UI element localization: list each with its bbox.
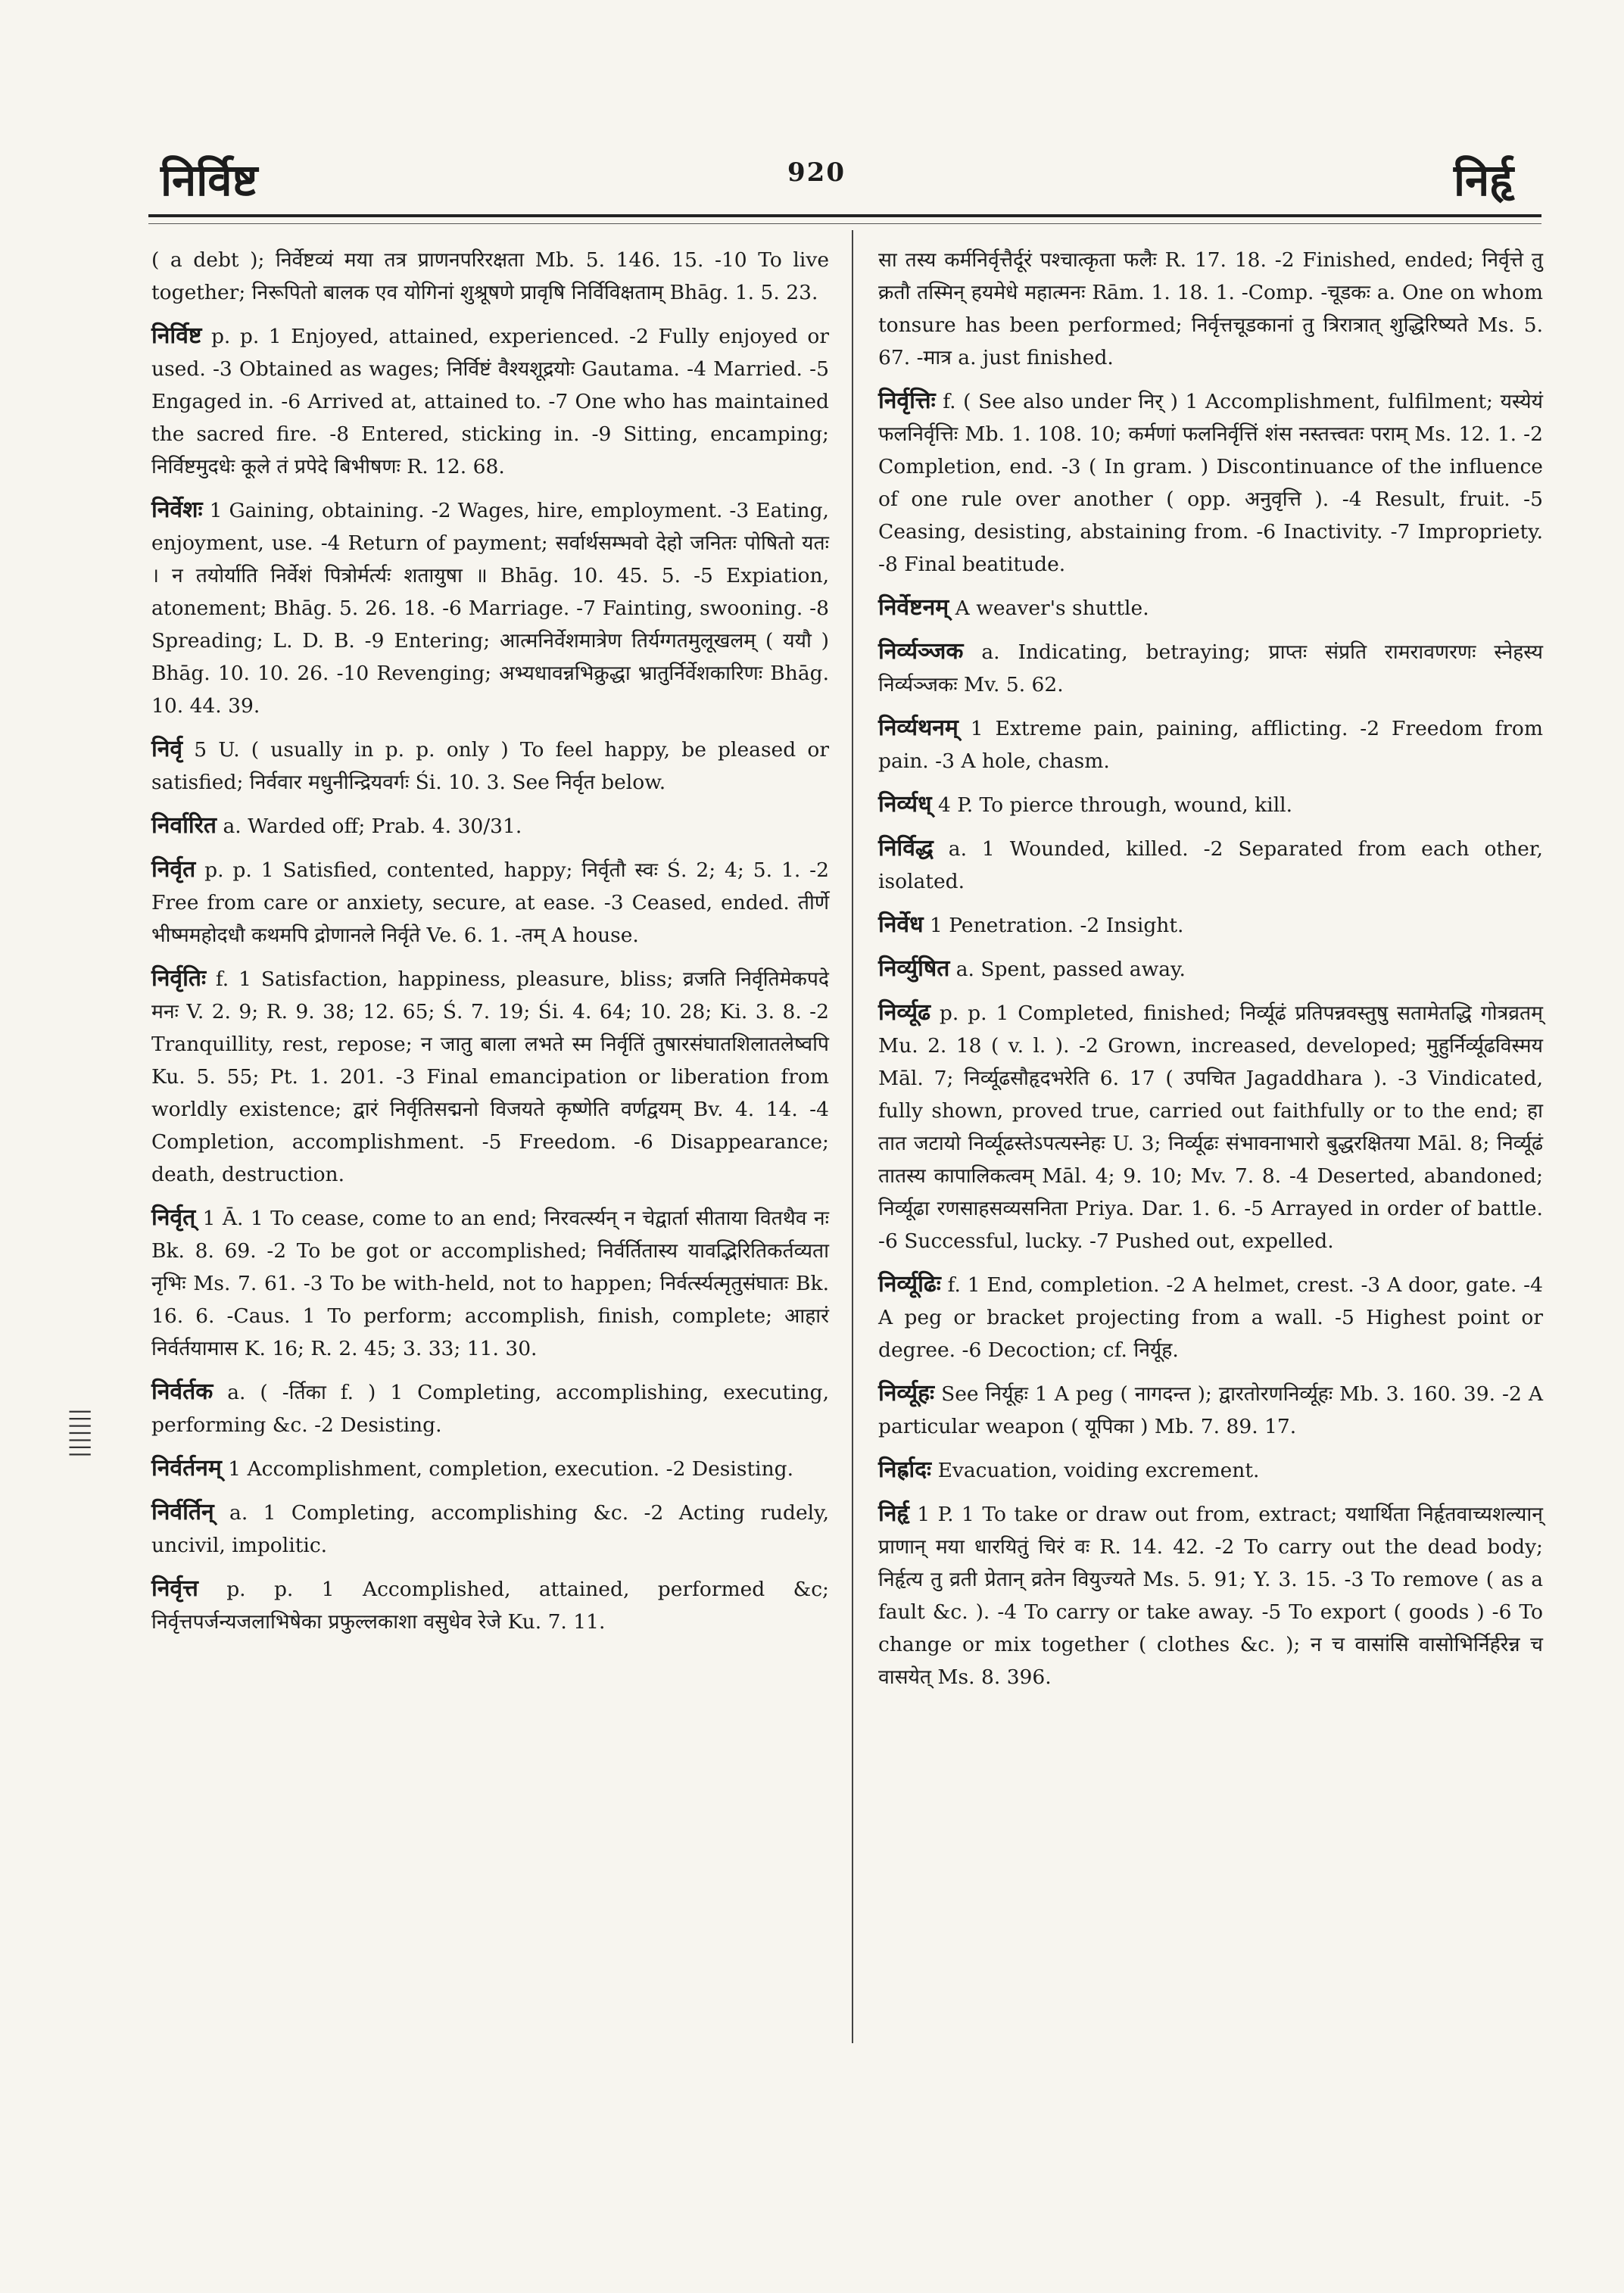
- entry-definition: 1 Gaining, obtaining. -2 Wages, hire, employment. -3 Eating, enjoyment, use. -4 Return of payment; सर्वार्थसम्भवो देहो जनितः पोषितो यतः । न तयोर्याति निर्वेशं पित्रोर्मर्त्यः शतायुषा ॥ Bhāg. 10. 45. 5. -5 Expiation, atonement; Bhāg. 5. 26. 18. -6 Marriage. -7 Fainting, swooning. -8 Spreading; L. D. B. -9 Entering; आत्मनिर्वेशमात्रेण तिर्यग्गतमुलूखलम् ( ययौ ) Bhāg. 10. 10. 26. -10 Revenging; अभ्यधावन्नभिक्रुद्धा भ्रातुर्निर्वेशकारिणः Bhāg. 10. 44. 39.: [151, 499, 829, 718]
- entry-headword: निर्वृतिः: [151, 965, 207, 992]
- dictionary-entry: [151, 733, 829, 799]
- dictionary-entry: [878, 952, 1543, 986]
- dictionary-entry: [151, 244, 829, 309]
- entry-headword: निर्वेशः: [151, 497, 203, 523]
- entry-definition: a. 1 Completing, accomplishing &c. -2 Acting rudely, uncivil, impolitic.: [151, 1501, 829, 1557]
- right-column: [878, 244, 1543, 1704]
- dictionary-entry: [878, 712, 1543, 777]
- entry-definition: 1 Penetration. -2 Insight.: [930, 914, 1184, 937]
- dictionary-entry: [878, 591, 1543, 625]
- entry-headword: निर्वर्तक: [151, 1379, 214, 1405]
- entry-headword: निर्वर्तनम्: [151, 1455, 222, 1481]
- entry-headword: निर्व्यध्: [878, 791, 932, 818]
- entry-headword: निर्व्यूढ: [878, 999, 930, 1026]
- entry-definition: f. ( See also under निर् ) 1 Accomplishment, fulfilment; यस्येयं फलनिर्वृत्तिः Mb. 1. 108. 10; कर्मणां फलनिर्वृत्तिं शंस नस्तत्त्वतः पराम् Ms. 12. 1. -2 Completion, end. -3 ( In gram. ) Discontinuance of the influence of one rule over another ( opp. अनुवृत्ति ). -4 Result, fruit. -5 Ceasing, desisting, abstaining from. -6 Inactivity. -7 Impropriety. -8 Final beatitude.: [878, 390, 1543, 576]
- dictionary-entry: [151, 1452, 829, 1485]
- entry-headword: निर्वृत्तिः: [878, 388, 936, 414]
- dictionary-entry: [151, 853, 829, 952]
- entry-definition: a. Spent, passed away.: [955, 958, 1186, 981]
- right-running-headword: निर्हृ: [1454, 154, 1514, 206]
- dictionary-entry: [151, 1496, 829, 1562]
- entry-definition: A weaver's shuttle.: [955, 597, 1149, 620]
- dictionary-entry: [878, 908, 1543, 942]
- entry-definition: p. p. 1 Completed, finished; निर्व्यूढं प्रतिपन्नवस्तुषु सतामेतद्धि गोत्रव्रतम् Mu. 2. 18 ( v. l. ). -2 Grown, increased, developed; मुहुर्निर्व्यूढविस्मय Māl. 7; निर्व्यूढसौहृदभरेति 6. 17 ( उपचित Jagaddhara ). -3 Vindicated, fully shown, proved true, carried out faithfully or to the end; हा तात जटायो निर्व्यूढस्तेऽपत्यस्नेहः U. 3; निर्व्यूढः संभावनाभारो बुद्धरक्षितया Māl. 8; निर्व्यूढं तातस्य कापालिकत्वम् Māl. 4; 9. 10; Mv. 7. 8. -4 Deserted, abandoned; निर्व्यूढा रणसाहसव्यसनिता Priya. Dar. 1. 6. -5 Arrayed in order of battle. -6 Successful, lucky. -7 Pushed out, expelled.: [878, 1002, 1543, 1253]
- entry-headword: निर्वृत्: [151, 1204, 196, 1231]
- page-header: [0, 0, 1624, 227]
- entry-headword: निर्वारित: [151, 812, 217, 839]
- dictionary-entry: [151, 319, 829, 483]
- entry-headword: निर्वृत: [151, 856, 196, 883]
- header-rule-thick: [148, 214, 1541, 217]
- dictionary-entry: [878, 244, 1543, 374]
- entry-definition: a. Warded off; Prab. 4. 30/31.: [223, 815, 522, 838]
- entry-definition: 4 P. To pierce through, wound, kill.: [937, 793, 1293, 817]
- entry-headword: निर्व्युषित: [878, 955, 950, 982]
- dictionary-entry: [878, 1377, 1543, 1443]
- entry-definition: Evacuation, voiding excrement.: [937, 1459, 1260, 1482]
- dictionary-entry: [151, 494, 829, 722]
- dictionary-entry: [151, 1375, 829, 1441]
- entry-definition: a. ( -र्तिका f. ) 1 Completing, accomplishing, executing, performing &c. -2 Desisting.: [151, 1381, 829, 1437]
- header-rule-thin: [148, 223, 1541, 224]
- entry-headword: निर्हृ: [878, 1500, 909, 1527]
- entry-headword: निर्वृ: [151, 736, 183, 762]
- entry-definition: ( a debt ); निर्वेष्टव्यं मया तत्र प्राणनपरिरक्षता Mb. 5. 146. 15. -10 To live together; निरूपितो बालक एव योगिनां शुश्रूषणे प्रावृषि निर्विविक्षताम् Bhāg. 1. 5. 23.: [151, 248, 829, 304]
- margin-tally-marks: |||||||: [69, 1408, 94, 1459]
- entry-headword: निर्व्यूढिः: [878, 1271, 941, 1298]
- entry-definition: a. Indicating, betraying; प्राप्तः संप्रति रामरावणरणः स्नेहस्य निर्व्यञ्जकः Mv. 5. 62.: [878, 640, 1543, 696]
- entry-definition: p. p. 1 Enjoyed, attained, experienced. -2 Fully enjoyed or used. -3 Obtained as wages; निर्विष्टं वैश्यशूद्रयोः Gautama. -4 Married. -5 Engaged in. -6 Arrived at, attained to. -7 One who has maintained the sacred fire. -8 Entered, sticking in. -9 Sitting, encamping; निर्विष्टमुदधेः कूले तं प्रपेदे बिभीषणः R. 12. 68.: [151, 325, 829, 478]
- entry-definition: 1 Ā. 1 To cease, come to an end; निरवर्त्स्यन् न चेद्वार्ता सीताया वितथैव नः Bk. 8. 69. -2 To be got or accomplished; निर्वर्तितास्य यावद्भिरितिकर्तव्यता नृभिः Ms. 7. 61. -3 To be with-held, not to happen; निर्वर्त्स्यत्मृतुसंघातः Bk. 16. 6. -Caus. 1 To perform; accomplish, finish, complete; आहारं निर्वर्तयामास K. 16; R. 2. 45; 3. 33; 11. 30.: [151, 1207, 829, 1360]
- entry-headword: निर्व्यूहः: [878, 1380, 935, 1407]
- entry-definition: f. 1 End, completion. -2 A helmet, crest. -3 A door, gate. -4 A peg or bracket projecting from a wall. -5 Highest point or degree. -6 Decoction; cf. निर्यूह.: [878, 1273, 1543, 1362]
- entry-headword: निर्व्यञ्जक: [878, 638, 964, 665]
- entry-headword: निर्वेष्टनम्: [878, 594, 949, 621]
- left-column: [151, 244, 829, 1649]
- dictionary-entry: [878, 832, 1543, 898]
- dictionary-entry: [878, 1497, 1543, 1693]
- dictionary-entry: [878, 788, 1543, 821]
- dictionary-entry: [151, 962, 829, 1191]
- entry-definition: 1 Accomplishment, completion, execution. -2 Desisting.: [228, 1457, 794, 1481]
- entry-headword: निर्विद्ध: [878, 835, 934, 861]
- dictionary-entry: [878, 1268, 1543, 1366]
- entry-headword: निर्व्यथनम्: [878, 715, 959, 741]
- left-running-headword: निर्विष्ट: [161, 154, 258, 206]
- entry-definition: a. 1 Wounded, killed. -2 Separated from each other, isolated.: [878, 837, 1543, 893]
- dictionary-entry: [878, 385, 1543, 581]
- entry-definition: 1 Extreme pain, paining, afflicting. -2 Freedom from pain. -3 A hole, chasm.: [878, 717, 1543, 773]
- entry-definition: See निर्यूहः 1 A peg ( नागदन्त ); द्वारतोरणनिर्व्यूहः Mb. 3. 160. 39. -2 A particular weapon ( यूपिका ) Mb. 7. 89. 17.: [878, 1382, 1543, 1438]
- entry-definition: 1 P. 1 To take or draw out from, extract; यथार्थिता निर्हृतवाच्यशल्यान् प्राणान् मया धारयितुं चिरं वः R. 14. 42. -2 To carry out the dead body; निर्हृत्य तु व्रती प्रेतान् व्रतेन वियुज्यते Ms. 5. 91; Y. 3. 15. -3 To remove ( as a fault &c. ). -4 To carry or take away. -5 To export ( goods ) -6 To change or mix together ( clothes &c. ); न च वासांसि वासोभिर्निर्हरेन्न च वासयेत् Ms. 8. 396.: [878, 1503, 1543, 1689]
- entry-headword: निर्विष्ट: [151, 322, 202, 349]
- column-divider: [852, 230, 853, 2043]
- dictionary-entry: [878, 1453, 1543, 1487]
- dictionary-entry: [151, 809, 829, 843]
- entry-definition: सा तस्य कर्मनिर्वृत्तैर्दूरं पश्चात्कृता फलैः R. 17. 18. -2 Finished, ended; निर्वृत्ते तु क्रतौ तस्मिन् हयमेधे महात्मनः Rām. 1. 18. 1. -Comp. -चूडकः a. One on whom tonsure has been performed; निर्वृत्तचूडकानां तु त्रिरात्रात् शुद्धिरिष्यते Ms. 5. 67. -मात्र a. just finished.: [878, 248, 1543, 369]
- dictionary-entry: [151, 1201, 829, 1365]
- entry-headword: निर्वेध: [878, 911, 924, 938]
- entry-definition: p. p. 1 Satisfied, contented, happy; निर्वृतौ स्वः Ś. 2; 4; 5. 1. -2 Free from care or anxiety, secure, at ease. -3 Ceased, ended. तीर्णे भीष्ममहोदधौ कथमपि द्रोणानले निर्वृते Ve. 6. 1. -तम् A house.: [151, 858, 829, 947]
- page-number: 920: [787, 157, 846, 188]
- entry-headword: निर्वर्तिन्: [151, 1499, 214, 1525]
- entry-definition: f. 1 Satisfaction, happiness, pleasure, bliss; व्रजति निर्वृतिमेकपदे मनः V. 2. 9; R. 9. 38; 12. 65; Ś. 7. 19; Śi. 4. 64; 10. 28; Ki. 3. 8. -2 Tranquillity, rest, repose; न जातु बाला लभते स्म निर्वृतिं तुषारसंघातशिलातलेष्वपि Ku. 5. 55; Pt. 1. 201. -3 Final emancipation or liberation from worldly existence; द्वारं निर्वृतिसद्मनो विजयते कृष्णेति वर्णद्वयम् Bv. 4. 14. -4 Completion, accomplishment. -5 Freedom. -6 Disappearance; death, destruction.: [151, 967, 829, 1186]
- entry-headword: निर्ह्रादः: [878, 1456, 932, 1483]
- dictionary-entry: [878, 996, 1543, 1257]
- dictionary-entry: [151, 1572, 829, 1638]
- entry-definition: 5 U. ( usually in p. p. only ) To feel happy, be pleased or satisfied; निर्ववार मधुनीन्द्रियवर्गः Śi. 10. 3. See निर्वृत below.: [151, 738, 829, 794]
- entry-definition: p. p. 1 Accomplished, attained, performed &c; निर्वृत्तपर्जन्यजलाभिषेका प्रफुल्लकाशा वसुधेव रेजे Ku. 7. 11.: [151, 1578, 829, 1634]
- dictionary-entry: [878, 635, 1543, 701]
- entry-headword: निर्वृत्त: [151, 1575, 198, 1602]
